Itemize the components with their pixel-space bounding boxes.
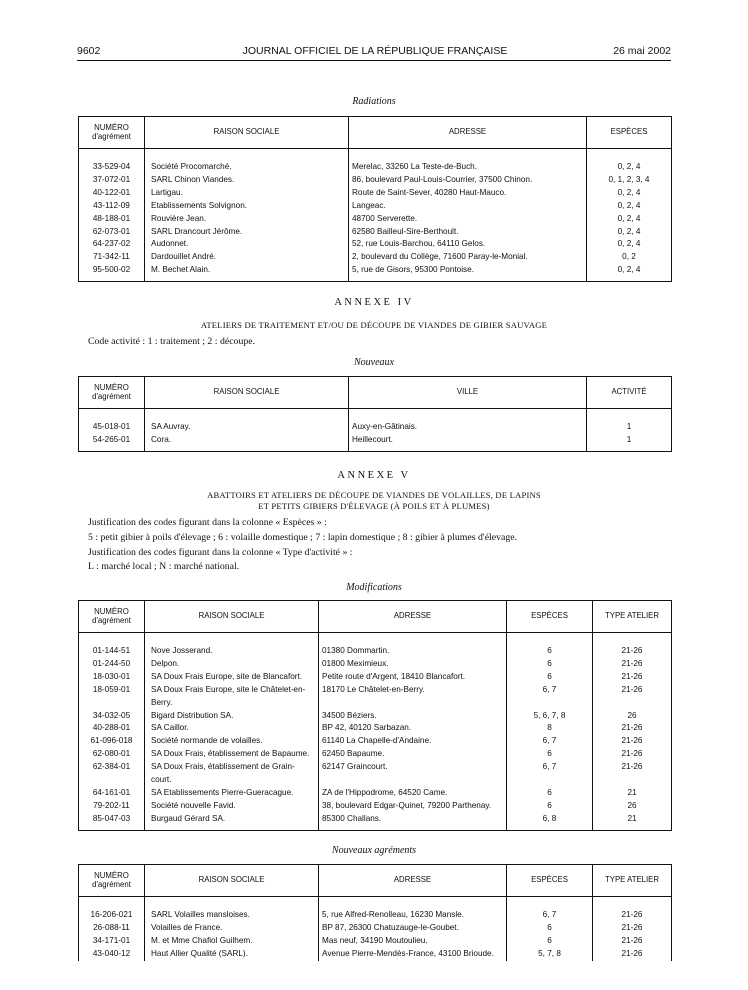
table-row <box>79 645 672 658</box>
column-header: NUMÉRO d'agrément <box>79 865 145 897</box>
table-cell: 85300 Challans. <box>319 813 507 826</box>
table-cell: Mas neuf, 34190 Moutoulieu. <box>319 935 507 948</box>
table-cell: 1 <box>587 434 672 447</box>
column-header: ESPÈCES <box>587 117 672 149</box>
table-cell: 1 <box>587 421 672 434</box>
annexe4-subtitle: ATELIERS DE TRAITEMENT ET/OU DE DÉCOUPE DE VIANDES DE GIBIER SAUVAGE <box>200 320 548 330</box>
table-cell: SA Etablissements Pierre-Gueracague. <box>145 787 319 800</box>
table-cell: 21-26 <box>593 909 672 922</box>
table-row <box>79 748 672 761</box>
table-cell: 61140 La Chapelle-d'Andaine. <box>319 735 507 748</box>
annexe5-subtitle-line1: ABATTOIRS ET ATELIERS DE DÉCOUPE DE VIANDES DE VOLAILLES, DE LAPINS <box>207 490 541 500</box>
table-cell: 2, boulevard du Collège, 71600 Paray-le-Monial. <box>349 251 587 264</box>
table-row <box>79 200 672 213</box>
table-cell: 62-384-01 <box>92 762 131 772</box>
table-cell: 45-018-01 <box>92 422 131 431</box>
table-cell: 43-040-12 <box>92 948 131 958</box>
table-cell: 62147 Graincourt. <box>319 761 507 787</box>
table-cell: 34500 Béziers. <box>319 710 507 723</box>
table-cell: 21-26 <box>593 748 672 761</box>
column-header: RAISON SOCIALE <box>145 117 349 149</box>
table-cell: 21-26 <box>593 948 672 961</box>
table-cell: 21 <box>593 813 672 826</box>
table-row <box>79 909 672 922</box>
column-header: ESPÈCES <box>507 601 593 633</box>
table-cell: 64-237-02 <box>92 239 131 249</box>
table-cell: 6 <box>507 748 593 761</box>
modifications-table <box>78 600 672 831</box>
column-header: RAISON SOCIALE <box>145 865 319 897</box>
table-cell: ZA de l'Hippodrome, 64520 Came. <box>319 787 507 800</box>
table-cell: SARL Volailles mansloises. <box>145 909 319 922</box>
table-cell: 5, rue de Gisors, 95300 Pontoise. <box>349 264 587 277</box>
table-cell: 0, 2, 4 <box>587 238 672 251</box>
table-cell: Etablissements Solvignon. <box>145 200 349 213</box>
table-cell: 62-080-01 <box>92 749 131 759</box>
table-row <box>79 787 672 800</box>
table-cell: SA Doux Frais Europe, site le Châtelet-en- Berry. <box>145 684 319 710</box>
table-cell: 18-030-01 <box>92 671 131 681</box>
table-row <box>79 735 672 748</box>
table-cell: BP 87, 26300 Chatuzauge-le-Goubet. <box>319 922 507 935</box>
table-cell: 34-171-01 <box>92 935 131 945</box>
table-cell: Petite route d'Argent, 18410 Blancafort. <box>319 671 507 684</box>
table-row <box>79 671 672 684</box>
table-cell: Heillecourt. <box>349 434 587 447</box>
table-row <box>79 684 672 710</box>
table-cell: 26 <box>593 800 672 813</box>
table-cell: Bigard Distribution SA. <box>145 710 319 723</box>
table-cell: 0, 2, 4 <box>587 161 672 174</box>
table-row <box>79 935 672 948</box>
table-row <box>79 213 672 226</box>
table-cell: M. Bechet Alain. <box>145 264 349 277</box>
table-cell: 21-26 <box>593 735 672 748</box>
column-header: ADRESSE <box>319 601 507 633</box>
table-cell: Delpon. <box>145 658 319 671</box>
table-cell: 01380 Dommartin. <box>319 645 507 658</box>
table-cell: 16-206-021 <box>90 910 133 919</box>
table-cell: 43-112-09 <box>93 200 130 210</box>
table-cell: SA Caillor. <box>145 722 319 735</box>
table-cell: 0, 2, 4 <box>587 213 672 226</box>
table-cell: 5, 7, 8 <box>507 948 593 961</box>
table-cell: SA Auvray. <box>145 421 349 434</box>
table-cell: 0, 2, 4 <box>587 187 672 200</box>
table-cell: 21-26 <box>593 722 672 735</box>
page-number: 9602 <box>77 45 101 57</box>
table-cell: Avenue Pierre-Mendès-France, 43100 Brioude. <box>319 948 507 961</box>
table-cell: 6 <box>507 645 593 658</box>
table-cell: 38, boulevard Edgar-Quinet, 79200 Parthenay. <box>319 800 507 813</box>
table-cell: BP 42, 40120 Sarbazan. <box>319 722 507 735</box>
table-cell: 6, 7 <box>507 684 593 710</box>
table-cell: SA Doux Frais, établissement de Bapaume. <box>145 748 319 761</box>
table-cell: 6 <box>507 935 593 948</box>
table-cell: 26-088-11 <box>93 922 130 932</box>
table-cell: 6, 7 <box>507 735 593 748</box>
table-cell: 85-047-03 <box>92 813 131 823</box>
annexe4-title: ANNEXE IV <box>334 297 414 308</box>
table-row <box>79 948 672 961</box>
annexe5-note-especes: Justification des codes figurant dans la colonne « Espèces » : <box>88 517 327 528</box>
annexe5-title: ANNEXE V <box>337 470 411 481</box>
table-cell: 6 <box>507 800 593 813</box>
table-cell: 21-26 <box>593 671 672 684</box>
table-row <box>79 187 672 200</box>
column-header: NUMÉRO d'agrément <box>79 601 145 633</box>
table-cell: M. et Mme Chafiol Guilhem. <box>145 935 319 948</box>
table-cell: 8 <box>507 722 593 735</box>
table-cell: 61-096-018 <box>90 736 133 746</box>
table-row <box>79 710 672 723</box>
table-cell: 6, 7 <box>507 909 593 922</box>
table-cell: 6 <box>507 671 593 684</box>
table-cell: 6 <box>507 922 593 935</box>
table-cell: 0, 2, 4 <box>587 200 672 213</box>
table-cell: 5, 6, 7, 8 <box>507 710 593 723</box>
table-cell: 01-244-50 <box>92 658 131 668</box>
table-cell: 86, boulevard Paul-Louis-Courrier, 37500 Chinon. <box>349 174 587 187</box>
column-header: ESPÈCES <box>507 865 593 897</box>
modifications-heading: Modifications <box>346 582 402 593</box>
table-cell: 21-26 <box>593 935 672 948</box>
header-rule <box>77 60 671 61</box>
annexe5-note-especes-codes: 5 : petit gibier à poils d'élevage ; 6 : volaille domestique ; 7 : lapin domestique ; 8 : gibier à plumes d'élevage. <box>88 532 518 543</box>
table-cell: 21-26 <box>593 684 672 710</box>
table-cell: Nove Josserand. <box>145 645 319 658</box>
table-cell: 0, 1, 2, 3, 4 <box>587 174 672 187</box>
table-cell: 0, 2 <box>587 251 672 264</box>
table-row <box>79 251 672 264</box>
table-cell: SARL Chinon Viandes. <box>145 174 349 187</box>
table-cell: SA Doux Frais, établissement de Grain- court. <box>145 761 319 787</box>
annexe4-code-note: Code activité : 1 : traitement ; 2 : découpe. <box>88 336 256 347</box>
table-cell: 95-500-02 <box>92 265 131 275</box>
table-cell: Société nouvelle Favid. <box>145 800 319 813</box>
table-cell: Auxy-en-Gâtinais. <box>349 421 587 434</box>
table-cell: 01-144-51 <box>92 646 131 655</box>
table-cell: 21-26 <box>593 922 672 935</box>
table-cell: Audonnet. <box>145 238 349 251</box>
table-cell: 21 <box>593 787 672 800</box>
column-header: RAISON SOCIALE <box>145 601 319 633</box>
table-cell: 40-288-01 <box>92 723 131 733</box>
table-cell: 0, 2, 4 <box>587 226 672 239</box>
annexe5-note-activite-codes: L : marché local ; N : marché national. <box>88 561 240 572</box>
table-cell: 5, rue Alfred-Renolleau, 16230 Mansle. <box>319 909 507 922</box>
annexe4-nouveaux-heading: Nouveaux <box>354 357 394 368</box>
table-row <box>79 174 672 187</box>
table-cell: 33-529-04 <box>92 162 131 171</box>
table-row <box>79 238 672 251</box>
table-cell: Société normande de volailles. <box>145 735 319 748</box>
table-row <box>79 800 672 813</box>
table-row <box>79 226 672 239</box>
column-header: NUMÉRO d'agrément <box>79 117 145 149</box>
column-header: VILLE <box>349 377 587 409</box>
table-cell: 79-202-11 <box>93 800 130 810</box>
column-header: NUMÉRO d'agrément <box>79 377 145 409</box>
table-cell: Cora. <box>145 434 349 447</box>
table-cell: 37-072-01 <box>92 174 131 184</box>
column-header: ACTIVITÉ <box>587 377 672 409</box>
table-cell: 40-122-01 <box>92 187 131 197</box>
table-cell: 34-032-05 <box>92 710 131 720</box>
column-header: ADRESSE <box>349 117 587 149</box>
table-cell: 6 <box>507 658 593 671</box>
table-cell: Route de Saint-Sever, 40280 Haut-Mauco. <box>349 187 587 200</box>
table-cell: Burgaud Gérard SA. <box>145 813 319 826</box>
table-row <box>79 161 672 174</box>
table-cell: 21-26 <box>593 658 672 671</box>
table-cell: 48700 Serverette. <box>349 213 587 226</box>
table-row <box>79 421 672 434</box>
column-header: ADRESSE <box>319 865 507 897</box>
nouveaux-agrements-heading: Nouveaux agréments <box>331 845 417 856</box>
column-header: TYPE ATELIER <box>593 865 672 897</box>
table-row <box>79 722 672 735</box>
annexe5-subtitle-line2: ET PETITS GIBIERS D'ÉLEVAGE (À POILS ET À PLUMES) <box>258 501 490 511</box>
table-cell: 6, 8 <box>507 813 593 826</box>
table-cell: 26 <box>593 710 672 723</box>
table-row <box>79 264 672 277</box>
table-cell: Rouvière Jean. <box>145 213 349 226</box>
table-cell: 6 <box>507 787 593 800</box>
table-cell: Merelac, 33260 La Teste-de-Buch. <box>349 161 587 174</box>
page-date: 26 mai 2002 <box>613 45 671 57</box>
table-cell: 62450 Bapaume. <box>319 748 507 761</box>
table-row <box>79 434 672 447</box>
radiations-table <box>78 116 672 282</box>
table-cell: 21-26 <box>593 645 672 658</box>
table-cell: Lartigau. <box>145 187 349 200</box>
table-cell: Société Procomarché. <box>145 161 349 174</box>
journal-title: JOURNAL OFFICIEL DE LA RÉPUBLIQUE FRANÇAISE <box>242 45 508 57</box>
radiations-heading: Radiations <box>352 96 396 107</box>
column-header: TYPE ATELIER <box>593 601 672 633</box>
table-row <box>79 761 672 787</box>
table-cell: 0, 2, 4 <box>587 264 672 277</box>
table-cell: 6, 7 <box>507 761 593 787</box>
table-cell: Dardouillet André. <box>145 251 349 264</box>
table-cell: 18-059-01 <box>92 684 131 694</box>
column-header: RAISON SOCIALE <box>145 377 349 409</box>
nouveaux-agrements-table <box>78 864 672 961</box>
table-cell: 48-188-01 <box>92 213 131 223</box>
table-cell: 71-342-11 <box>93 252 130 262</box>
annexe5-note-activite: Justification des codes figurant dans la colonne « Type d'activité » : <box>88 547 353 558</box>
table-cell: SARL Drancourt Jérôme. <box>145 226 349 239</box>
table-cell: Volailles de France. <box>145 922 319 935</box>
table-cell: Langeac. <box>349 200 587 213</box>
table-cell: 21-26 <box>593 761 672 787</box>
table-cell: 18170 Le Châtelet-en-Berry. <box>319 684 507 710</box>
table-cell: 01800 Meximieux. <box>319 658 507 671</box>
table-row <box>79 813 672 826</box>
table-cell: SA Doux Frais Europe, site de Blancafort. <box>145 671 319 684</box>
table-cell: 54-265-01 <box>92 434 131 444</box>
table-row <box>79 658 672 671</box>
table-row <box>79 922 672 935</box>
table-cell: Haut Allier Qualité (SARL). <box>145 948 319 961</box>
table-cell: 64-161-01 <box>92 787 131 797</box>
table-cell: 52, rue Louis-Barchou, 64110 Gelos. <box>349 238 587 251</box>
table-cell: 62-073-01 <box>92 226 131 236</box>
table-cell: 62580 Bailleul-Sire-Berthoult. <box>349 226 587 239</box>
annexe4-table <box>78 376 672 452</box>
